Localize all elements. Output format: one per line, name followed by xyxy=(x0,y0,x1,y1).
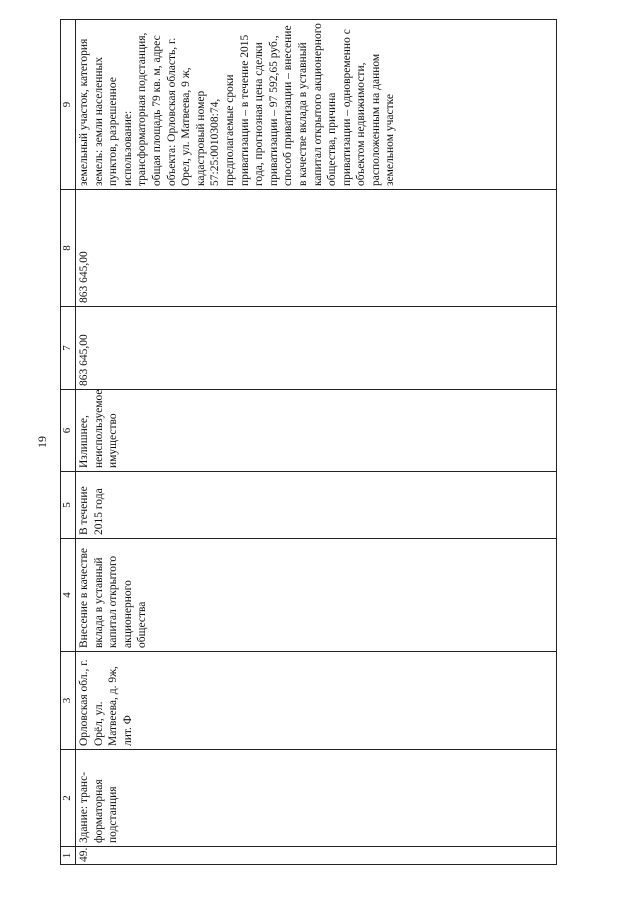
term-cell: В течение 2015 года xyxy=(76,472,557,539)
table-row xyxy=(76,20,557,865)
column-number: 2 xyxy=(61,750,76,847)
column-number: 6 xyxy=(61,390,76,472)
privatization-method-cell: Внесение в качестве вклада в уставный капитал открытого акционерного общества xyxy=(76,539,557,652)
column-number: 8 xyxy=(61,190,76,307)
column-number: 4 xyxy=(61,539,76,652)
row-number-cell: 49. xyxy=(76,847,557,865)
column-number: 7 xyxy=(61,307,76,390)
page-number: 19 xyxy=(35,436,49,448)
object-name-cell: Здание: транс-форматорная подстанция xyxy=(76,750,557,847)
column-number: 5 xyxy=(61,472,76,539)
column-number: 3 xyxy=(61,652,76,750)
privatization-table xyxy=(60,19,557,865)
address-cell: Орловская обл., г. Орёл, ул. Матвеева, д. 9ж, лит. Ф xyxy=(76,652,557,750)
table-wrapper xyxy=(60,20,560,865)
column-number: 9 xyxy=(61,20,76,190)
column-number-row xyxy=(61,20,76,865)
value-cell: 863 645,00 xyxy=(76,190,557,307)
reason-cell: Излишнее, неиспользуемое имущество xyxy=(76,390,557,472)
value-cell: 863 645,00 xyxy=(76,307,557,390)
description-cell: земельный участок, категория земель: земли населенных пунктов, разрешенное использование: трансформаторная подстанция, общая площадь 79 кв. м, адрес объекта: Орловская область, г. Орел, ул. Матвеева, 9 ж, кадастровый номер 57:25:0010308:74, предполагаемые сроки приватизации – в течение 2015 года, прогнозная цена сделки приватизации – 97 592,65 руб., способ приватизации – внесение в качестве вклада в уставный капитал открытого акционерного общества, причина приватизации – одновременно с объектом недвижимости, расположенным на данном земельном участке xyxy=(76,20,557,190)
rotated-table-area xyxy=(60,20,560,865)
column-number: 1 xyxy=(61,847,76,865)
